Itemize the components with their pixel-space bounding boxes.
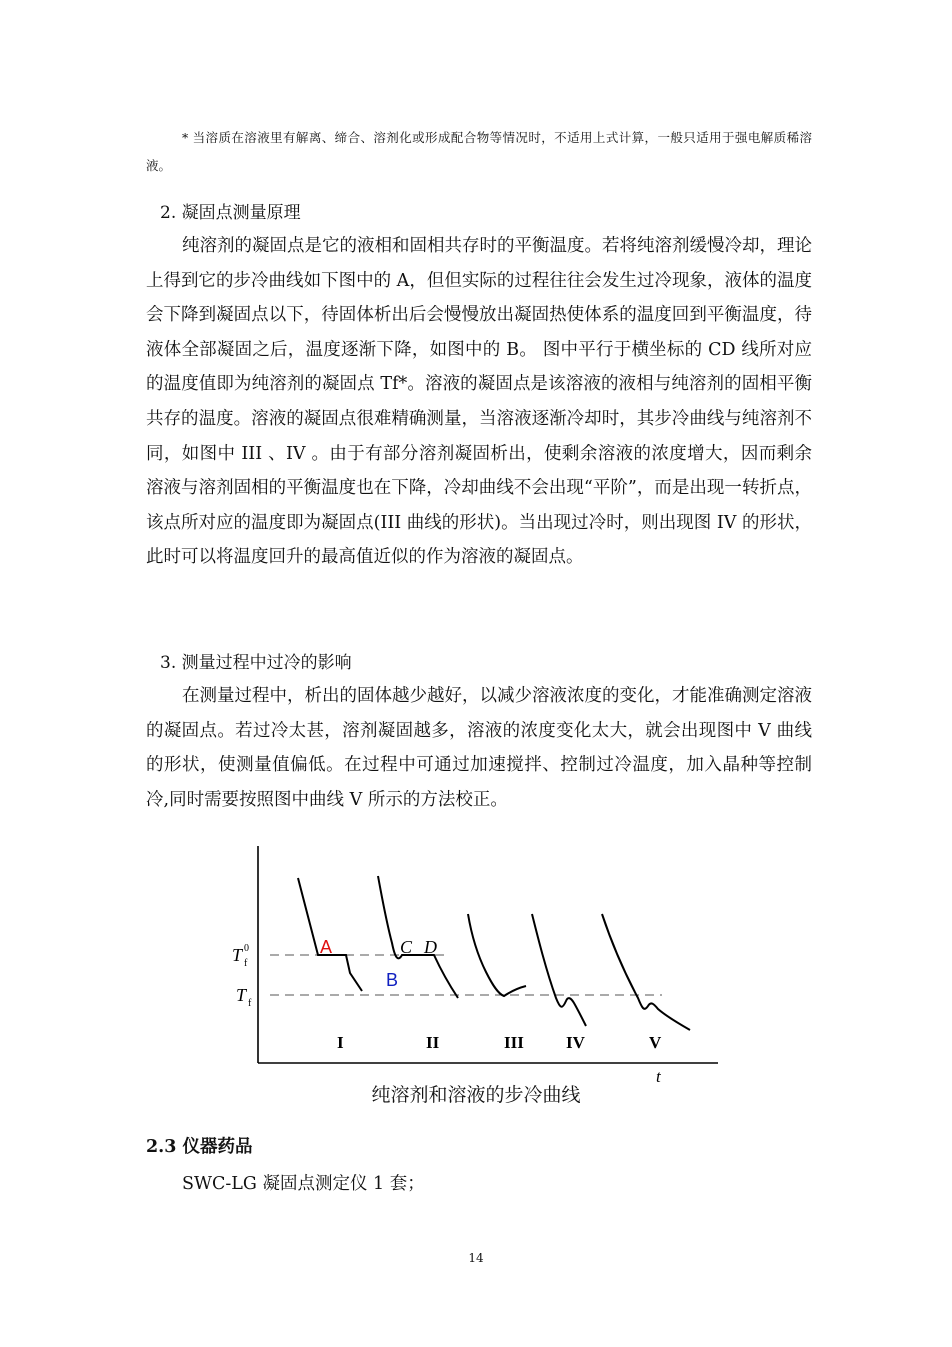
instrument-item: SWC-LG 凝固点测定仪 1 套； — [182, 1174, 425, 1194]
point-a-label: A — [320, 937, 333, 957]
tf0-sub: f — [244, 958, 248, 969]
curve-label-v: V — [649, 1033, 662, 1052]
tf0-sup: 0 — [244, 943, 249, 954]
tf-label: T — [236, 985, 247, 1005]
section-3-paragraph: 在测量过程中，析出的固体越少越好，以减少溶液浓度的变化，才能准确测定溶液的凝固点。若过冷太甚，溶剂凝固越多，溶液的浓度变化太大，就会出现图中 V 曲线的形状，使测量值偏低。在过程中可通过加速搅拌、控制过冷温度，加入晶种等控制冷,同时需要按照图中曲线 V 所示的方法校正。 — [146, 686, 812, 810]
section-2-heading: 2. 凝固点测量原理 — [160, 203, 301, 223]
tf-sub: f — [248, 998, 252, 1009]
figure-caption: 纯溶剂和溶液的步冷曲线 — [371, 1084, 581, 1106]
page-number: 14 — [468, 1251, 484, 1265]
curve-iv — [532, 914, 586, 1026]
curve-label-ii: II — [426, 1033, 440, 1052]
curve-label-iv: IV — [566, 1033, 585, 1052]
tf0-label: T — [232, 945, 243, 965]
point-d-label: D — [424, 937, 437, 957]
curve-label-iii: III — [504, 1033, 524, 1052]
curve-v — [602, 914, 690, 1030]
x-axis-label: t — [656, 1067, 661, 1086]
curve-iii — [468, 914, 526, 996]
section-2-paragraph: 纯溶剂的凝固点是它的液相和固相共存时的平衡温度。若将纯溶剂缓慢冷却，理论上得到它的步冷曲线如下图中的 A，但但实际的过程往往会发生过冷现象，液体的温度会下降到凝固点以下，待固体析出后会慢慢放出凝固热使体系的温度回到平衡温度，待液体全部凝固之后，温度逐渐下降，如图中的 B。 图中平行于横坐标的 CD 线所对应的温度值即为纯溶剂的凝固点 Tf*。溶液的凝固点是该溶液的液相与纯溶剂的固相平衡共存的温度。溶液的凝固点很难精确测量，当溶液逐渐冷却时，其步冷曲线与纯溶剂不同，如图中 III 、IV 。由于有部分溶剂凝固析出，使剩余溶液的浓度增大，因而剩余溶液与溶剂固相的平衡温度也在下降，冷却曲线不会出现“平阶”，而是出现一转折点，该点所对应的温度即为凝固点(III 曲线的形状)。当出现过冷时，则出现图 IV 的形状，此时可以将温度回升的最高值近似的作为溶液的凝固点。 — [146, 236, 812, 568]
curve-i — [298, 878, 362, 991]
curve-label-i: I — [337, 1033, 344, 1052]
point-c-label: C — [400, 937, 413, 957]
cooling-curves-figure — [220, 838, 740, 1118]
section-2-3-heading: 2.3 仪器药品 — [146, 1137, 253, 1157]
footnote: * 当溶质在溶液里有解离、缔合、溶剂化或形成配合物等情况时，不适用上式计算，一般只适用于强电解质稀溶液。 — [146, 130, 812, 173]
point-b-label: B — [386, 970, 399, 990]
section-3-heading: 3. 测量过程中过冷的影响 — [160, 653, 352, 673]
